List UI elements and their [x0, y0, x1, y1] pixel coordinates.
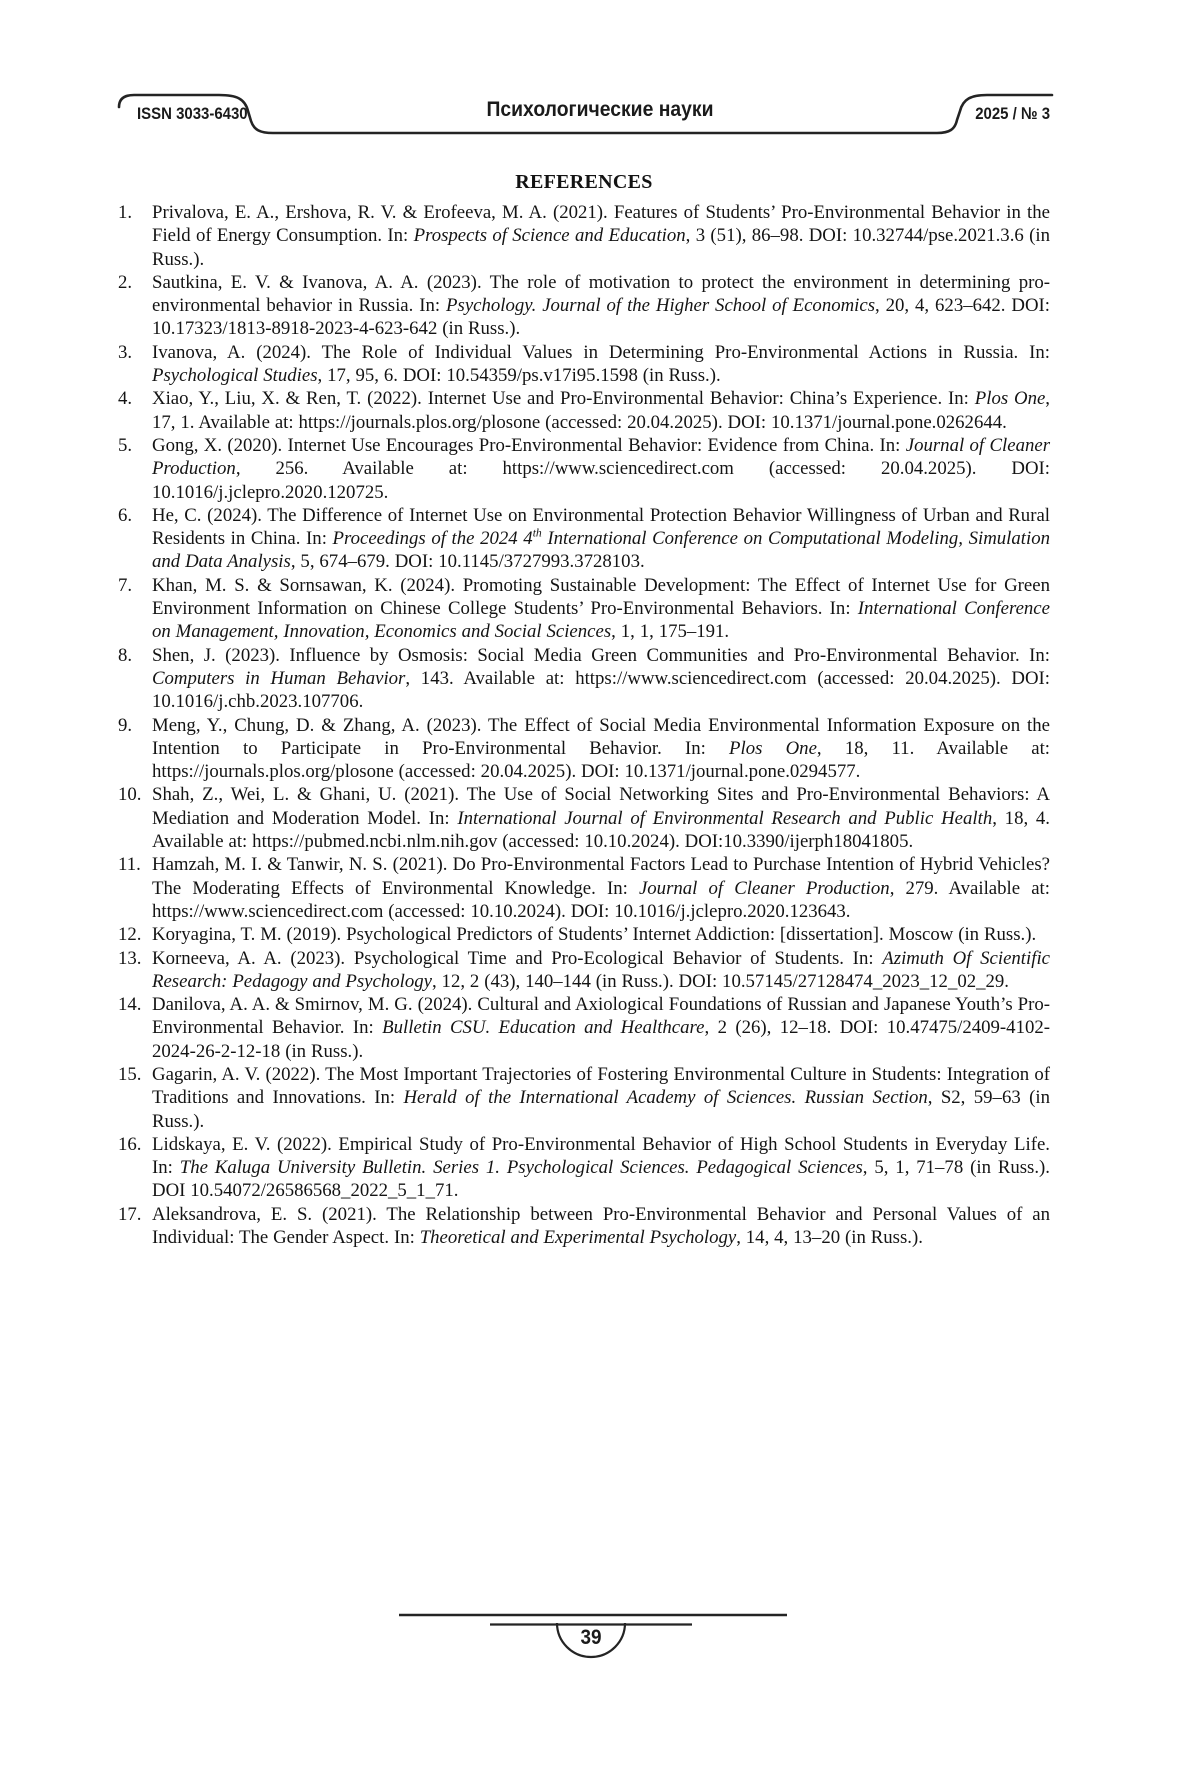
reference-number: 6.: [118, 504, 133, 526]
reference-item: [118, 644, 1050, 714]
reference-item: [118, 853, 1050, 923]
reference-text: He, C. (2024). The Difference of Internet Use on Environmental Protection Behavior Willingness of Urban and Rural Residents in China. In: Proceedings of the 2024 4th International Conference on Computational Modeling, Simulation and Data Analysis, 5, 674–679. DOI: 10.1145/3727993.3728103.: [152, 504, 1050, 573]
reference-item: [118, 504, 1050, 574]
reference-item: [118, 201, 1050, 271]
reference-item: [118, 1203, 1050, 1250]
reference-item: [118, 923, 1050, 946]
reference-text: Gong, X. (2020). Internet Use Encourages Pro-Environmental Behavior: Evidence from China. In: Journal of Cleaner Production, 256. Available at: https://www.sciencedirect.com (accessed: 20.04.2025). DOI: 10.1016/j.jclepro.2020.120725.: [152, 434, 1050, 503]
reference-text: Lidskaya, E. V. (2022). Empirical Study of Pro-Environmental Behavior of High School Students in Everyday Life. In: The Kaluga University Bulletin. Series 1. Psychological Sciences. Pedagogical Sciences, 5, 1, 71–78 (in Russ.). DOI 10.54072/26586568_2022_5_1_71.: [152, 1133, 1051, 1202]
reference-text: Sautkina, E. V. & Ivanova, A. A. (2023). The role of motivation to protect the environment in determining pro-environmental behavior in Russia. In: Psychology. Journal of the Higher School of Economics, 20, 4, 623–642. DOI: 10.17323/1813-8918-2023-4-623-642 (in Russ.).: [152, 271, 1050, 340]
reference-item: [118, 714, 1050, 784]
reference-text: Privalova, E. A., Ershova, R. V. & Erofeeva, M. A. (2021). Features of Students’ Pro-Environmental Behavior in the Field of Energy Consumption. In: Prospects of Science and Education, 3 (51), 86–98. DOI: 10.32744/pse.2021.3.6 (in Russ.).: [152, 202, 1050, 270]
reference-text: Khan, M. S. & Sornsawan, K. (2024). Promoting Sustainable Development: The Effect of Internet Use for Green Environment Information on Chinese College Students’ Pro-Environmental Behaviors. In: International Conference on Management, Innovation, Economics and Social Sciences, 1, 1, 175–191.: [152, 574, 1050, 643]
reference-number: 11.: [118, 854, 141, 876]
reference-number: 10.: [118, 784, 142, 806]
reference-text: Gagarin, A. V. (2022). The Most Important Trajectories of Fostering Environmental Culture in Students: Integration of Traditions and Innovations. In: Herald of the International Academy of Sciences. Russian Section, S2, 59–63 (in Russ.).: [152, 1063, 1050, 1132]
reference-text: Xiao, Y., Liu, X. & Ren, T. (2022). Internet Use and Pro-Environmental Behavior: China’s Experience. In: Plos One, 17, 1. Available at: https://journals.plos.org/plosone (accessed: 20.04.2025). DOI: 10.1371/journal.pone.0262644.: [152, 388, 1050, 433]
reference-number: 14.: [118, 994, 142, 1016]
reference-number: 5.: [118, 434, 133, 456]
reference-number: 17.: [118, 1203, 142, 1225]
reference-number: 15.: [118, 1063, 142, 1085]
reference-number: 2.: [118, 271, 133, 293]
reference-item: [118, 947, 1050, 994]
header-rule: [0, 0, 1200, 150]
reference-item: [118, 574, 1050, 644]
reference-number: 7.: [118, 574, 133, 596]
reference-text: Meng, Y., Chung, D. & Zhang, A. (2023). The Effect of Social Media Environmental Information Exposure on the Intention to Participate in Pro-Environmental Behavior. In: Plos One, 18, 11. Available at: https://journals.plos.org/plosone (accessed: 20.04.2025). DOI: 10.1371/journal.pone.0294577.: [152, 714, 1051, 783]
reference-number: 9.: [118, 714, 133, 736]
journal-section-title: Психологические науки: [486, 97, 714, 121]
references-heading: REFERENCES: [515, 171, 653, 193]
reference-text: Shen, J. (2023). Influence by Osmosis: Social Media Green Communities and Pro-Environmental Behavior. In: Computers in Human Behavior, 143. Available at: https://www.sciencedirect.com (accessed: 20.04.2025). DOI: 10.1016/j.chb.2023.107706.: [152, 644, 1050, 713]
reference-item: [118, 341, 1050, 388]
issn-label: ISSN 3033-6430: [137, 104, 248, 123]
reference-text: Hamzah, M. I. & Tanwir, N. S. (2021). Do Pro-Environmental Factors Lead to Purchase Intention of Hybrid Vehicles? The Moderating Effects of Environmental Knowledge. In: Journal of Cleaner Production, 279. Available at: https://www.sciencedirect.com (accessed: 10.10.2024). DOI: 10.1016/j.jclepro.2020.123643.: [152, 854, 1050, 922]
reference-number: 3.: [118, 341, 133, 363]
reference-number: 8.: [118, 644, 133, 666]
reference-number: 12.: [118, 924, 142, 946]
reference-item: [118, 271, 1050, 341]
references-section: [118, 171, 1050, 1249]
reference-text: Korneeva, A. A. (2023). Psychological Time and Pro-Ecological Behavior of Students. In: Azimuth Of Scientific Research: Pedagogy and Psychology, 12, 2 (43), 140–144 (in Russ.). DOI: 10.57145/27128474_2023_12_02_29.: [152, 947, 1050, 992]
reference-text: Danilova, A. A. & Smirnov, M. G. (2024). Cultural and Axiological Foundations of Russian and Japanese Youth’s Pro-Environmental Behavior. In: Bulletin CSU. Education and Healthcare, 2 (26), 12–18. DOI: 10.47475/2409-4102-2024-26-2-12-18 (in Russ.).: [152, 994, 1051, 1062]
reference-number: 13.: [118, 947, 142, 969]
footer-rule: [0, 1600, 1200, 1720]
page-number: 39: [580, 1626, 602, 1649]
reference-text: Aleksandrova, E. S. (2021). The Relationship between Pro-Environmental Behavior and Personal Values of an Individual: The Gender Aspect. In: Theoretical and Experimental Psychology, 14, 4, 13–20 (in Russ.).: [152, 1203, 1050, 1249]
reference-item: [118, 783, 1050, 853]
reference-item: [118, 1133, 1050, 1203]
reference-text: Shah, Z., Wei, L. & Ghani, U. (2021). The Use of Social Networking Sites and Pro-Environmental Behaviors: A Mediation and Moderation Model. In: International Journal of Environmental Research and Public Health, 18, 4. Available at: https://pubmed.ncbi.nlm.nih.gov (accessed: 10.10.2024). DOI:10.3390/ijerph18041805.: [152, 784, 1050, 853]
issue-label: 2025 / № 3: [975, 104, 1050, 123]
reference-text: Ivanova, A. (2024). The Role of Individual Values in Determining Pro-Environmental Actions in Russia. In: Psychological Studies, 17, 95, 6. DOI: 10.54359/ps.v17i95.1598 (in Russ.).: [152, 341, 1050, 387]
reference-item: [118, 1063, 1050, 1133]
reference-item: [118, 434, 1050, 504]
reference-number: 1.: [118, 202, 133, 223]
reference-item: [118, 387, 1050, 434]
reference-text: Koryagina, T. M. (2019). Psychological Predictors of Students’ Internet Addiction: [dissertation]. Moscow (in Russ.).: [152, 924, 1037, 946]
reference-item: [118, 993, 1050, 1063]
references-list: [118, 201, 1050, 1249]
reference-number: 4.: [118, 388, 133, 410]
reference-number: 16.: [118, 1133, 142, 1155]
